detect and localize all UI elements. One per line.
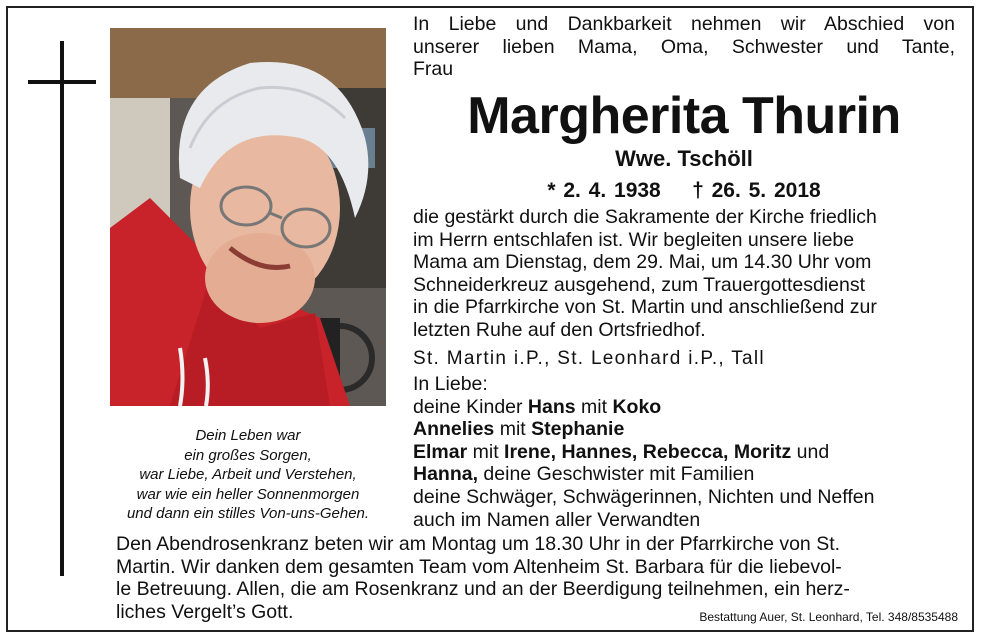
cross-icon-bar (28, 80, 96, 84)
family-text: deine Geschwister mit Familien (478, 463, 755, 486)
family-line: deine Schwäger, Schwägerinnen, Nichten und Neffen (413, 485, 875, 508)
body-line: Mama am Dienstag, dem 29. Mai, um 14.30 Uhr vom (413, 251, 872, 274)
cross-icon (60, 41, 64, 576)
family-name: Irene, Hannes, Rebecca, Moritz (504, 440, 792, 463)
family-line (413, 441, 874, 464)
body-line: letzten Ruhe auf den Ortsfriedhof. (413, 318, 706, 341)
closing-line: liches Vergelt’s Gott. (116, 600, 294, 623)
closing-line: Den Abendrosenkranz beten wir am Montag um 18.30 Uhr in der Pfarrkirche von St. (116, 533, 841, 555)
family-text: deine Kinder (413, 395, 528, 418)
family-text: mit (575, 395, 613, 418)
family-name: Hans (527, 395, 576, 418)
poem-line: Dein Leben war (195, 427, 301, 444)
family-name: Stephanie (531, 418, 625, 441)
closing-line: Martin. Wir danken dem gesamten Team vom Altenheim St. Barbara für die liebevol- (116, 555, 842, 578)
portrait-image (110, 28, 386, 406)
poem-line: ein großes Sorgen, (184, 446, 312, 464)
body-line: in die Pfarrkirche von St. Martin und anschließend zur (413, 296, 877, 319)
funeral-home-credit: Bestattung Auer, St. Leonhard, Tel. 348/8535488 (699, 610, 958, 624)
intro-line: In Liebe und Dankbarkeit nehmen wir Abschied von (413, 13, 955, 35)
family-text: und (791, 440, 830, 463)
family-list (413, 373, 874, 531)
body-line: im Herrn entschlafen ist. Wir begleiten unsere liebe (413, 228, 855, 251)
widow-of: Wwe. Tschöll (615, 146, 753, 171)
body-line: Schneiderkreuz ausgehend, zum Trauergottesdienst (413, 273, 866, 296)
poem-line: war Liebe, Arbeit und Verstehen, (139, 466, 357, 483)
memorial-poem (108, 426, 388, 524)
body-line: die gestärkt durch die Sakramente der Kirche friedlich (413, 206, 877, 228)
in-love-label: In Liebe: (413, 373, 488, 395)
family-text: mit (494, 418, 532, 441)
family-name: Elmar (413, 440, 468, 463)
family-text: mit (467, 440, 505, 463)
family-line: auch im Namen aller Verwandten (413, 508, 701, 531)
family-name: Koko (612, 395, 662, 418)
life-dates (413, 178, 955, 204)
family-name: Hanna, (413, 463, 479, 486)
closing-line: le Betreuung. Allen, die am Rosenkranz und an der Beerdigung teilnehmen, ein herz- (116, 578, 850, 601)
funeral-announcement (413, 206, 877, 342)
family-line (413, 418, 874, 441)
places: St. Martin i.P., St. Leonhard i.P., Tall (413, 348, 765, 369)
family-line (413, 396, 874, 419)
intro-text (413, 13, 955, 81)
poem-line: und dann ein stilles Von-uns-Gehen. (126, 505, 370, 522)
deceased-name: Margherita Thurin (467, 87, 901, 145)
family-line (413, 463, 874, 486)
death-date: † 26. 5. 2018 (692, 179, 821, 202)
birth-date: * 2. 4. 1938 (547, 179, 661, 202)
poem-line: war wie ein heller Sonnenmorgen (136, 485, 360, 503)
family-name: Annelies (413, 418, 495, 441)
intro-line: Frau (413, 58, 454, 81)
portrait-photo (110, 28, 386, 406)
intro-line: unserer lieben Mama, Oma, Schwester und Tante, (413, 35, 955, 58)
